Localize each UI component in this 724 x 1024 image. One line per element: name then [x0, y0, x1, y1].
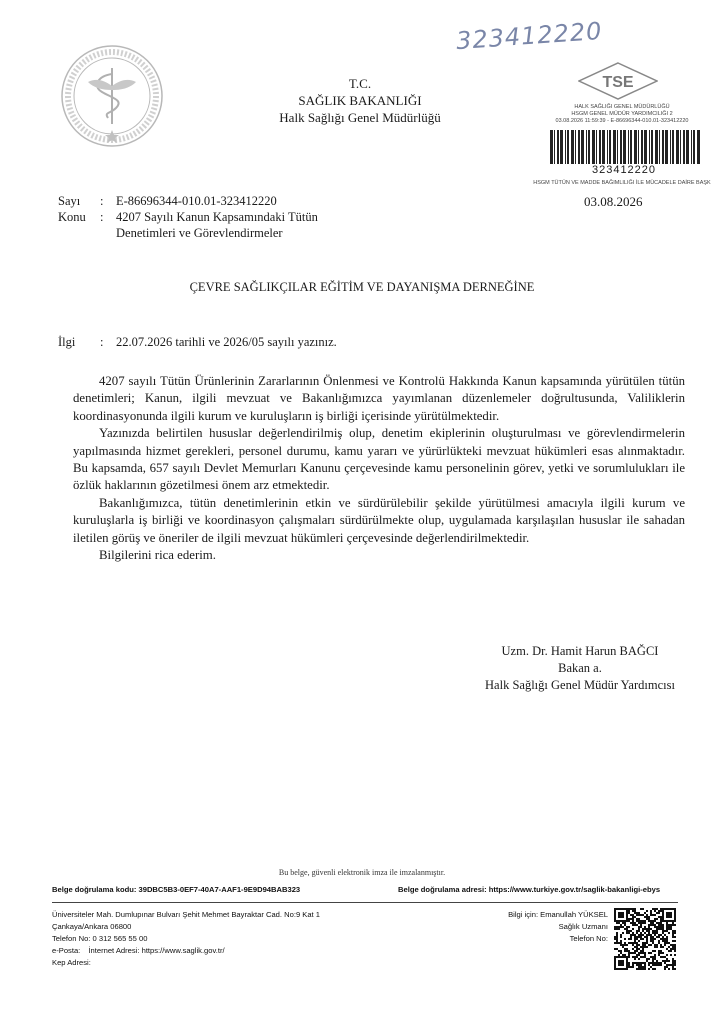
- stamp-line-1: HALK SAĞLIĞI GENEL MÜDÜRLÜĞÜ: [574, 104, 670, 110]
- esign-note: Bu belge, güvenli elektronik imza ile imzalanmıştır.: [278, 868, 446, 877]
- body-paragraph-4: Bilgilerini rica ederim.: [99, 548, 216, 563]
- stamp-line-2: HSGM GENEL MÜDÜR YARDIMCILIĞI 2: [571, 111, 673, 117]
- body-paragraph-1: 4207 sayılı Tütün Ürünlerinin Zararlarının Önlenmesi ve Kontrolü Hakkında Kanun kapsamında yürütülen tütün denetimleri; Kanun, ilgili mevzuat ve Bakanlığımızca yayımlanan düzenlemeler doğrultusunda, Valiliklerin koordinasyonunda ilgili kurum ve kuruluşların iş birliği içerisinde yürütülmektedir.: [73, 374, 685, 423]
- ilgi-value: 22.07.2026 tarihli ve 2026/05 sayılı yazınız.: [116, 335, 337, 349]
- handwritten-number: 323412220: [455, 16, 604, 56]
- signature-name: Uzm. Dr. Hamit Harun BAĞCI: [501, 644, 659, 658]
- signature-role-2: Halk Sağlığı Genel Müdür Yardımcısı: [485, 678, 675, 692]
- document-date: 03.08.2026: [584, 194, 643, 209]
- konu-value-1: 4207 Sayılı Kanun Kapsamındaki Tütün: [116, 210, 318, 224]
- phone: Telefon No: 0 312 565 55 00: [52, 934, 148, 943]
- header-tc: T.C.: [348, 76, 372, 91]
- barcode-icon: [548, 130, 700, 164]
- address-line-1: Üniversiteler Mah. Dumlupınar Bulvarı Şehit Mehmet Bayraktar Cad. No:9 Kat 1: [52, 910, 321, 919]
- stamp-line-3: 03.08.2026 11:59:39 - E-86696344-010.01-323412220: [555, 118, 689, 124]
- header-directorate: Halk Sağlığı Genel Müdürlüğü: [279, 110, 441, 125]
- header-ministry: SAĞLIK BAKANLIĞI: [298, 93, 422, 108]
- tse-text: TSE: [602, 74, 634, 91]
- ilgi-colon: :: [100, 335, 104, 349]
- sayi-value: E-86696344-010.01-323412220: [116, 194, 277, 208]
- eposta: [52, 946, 225, 955]
- verify-address-link[interactable]: Belge doğrulama adresi: https://www.turkiye.gov.tr/saglik-bakanligi-ebys: [398, 885, 661, 894]
- kep-address: Kep Adresi:: [52, 958, 91, 967]
- konu-colon: :: [100, 210, 104, 224]
- konu-value-2: Denetimleri ve Görevlendirmeler: [116, 226, 283, 240]
- meta-block: [58, 193, 388, 241]
- letter-body: [73, 373, 685, 564]
- ilgi-label: İlgi: [58, 335, 76, 349]
- ilgi-row: [58, 334, 458, 350]
- web-address-link[interactable]: İnternet Adresi: https://www.saglik.gov.tr/: [88, 946, 225, 955]
- qr-code-icon: [614, 908, 676, 970]
- footer-divider: [52, 902, 678, 903]
- tse-logo-icon: [578, 62, 658, 100]
- konu-label: Konu: [58, 210, 86, 224]
- stamp-line-4: HSGM TÜTÜN VE MADDE BAĞIMLILIĞI İLE MÜCADELE DAİRE BAŞK: [533, 180, 711, 186]
- ministry-seal-icon: [58, 42, 166, 150]
- sayi-colon: :: [100, 194, 104, 208]
- body-paragraph-2: Yazınızda belirtilen hususlar değerlendirilmiş olup, denetim ekiplerinin oluşturulması ve görevlendirmelerin yapılmasında hizmet gerekleri, personel durumu, kamu yararı ve yürürlükteki mevzuat hükümleri esas alınmaktadır. Bu kapsamda, 657 sayılı Devlet Memurları Kanunu çerçevesinde kamu personelinin görev, yetki ve sorumlulukları ile özlük haklarının gözetilmesi önem arz etmektedir.: [73, 426, 685, 493]
- info-title: Sağlık Uzmanı: [558, 922, 608, 931]
- info-phone: Telefon No:: [569, 934, 608, 943]
- recipient: ÇEVRE SAĞLIKÇILAR EĞİTİM VE DAYANIŞMA DERNEĞİNE: [189, 280, 535, 294]
- address-line-2: Çankaya/Ankara 06800: [52, 922, 132, 931]
- barcode-number: 323412220: [591, 164, 657, 176]
- sayi-label: Sayı: [58, 194, 81, 208]
- info-contact: Bilgi için: Emanullah YÜKSEL: [508, 910, 608, 919]
- body-paragraph-3: Bakanlığımızca, tütün denetimlerinin etkin ve sürdürülebilir şekilde yürütülmesi amacıyla ilgili kurum ve kuruluşlarla iş birliği ve koordinasyon çalışmaları sürdürülmekte olup, uygulamada karşılaşılan hususlar ile sahadan iletilen görüş ve öneriler de ilgili mevzuat hükümleri çerçevesinde değerlendirilmektedir.: [73, 495, 685, 545]
- verify-code: Belge doğrulama kodu: 39DBC5B3-0EF7-40A7-AAF1-9E9D94BAB323: [52, 885, 301, 894]
- signature-role-1: Bakan a.: [558, 661, 602, 675]
- eposta-label: e-Posta:: [52, 946, 81, 955]
